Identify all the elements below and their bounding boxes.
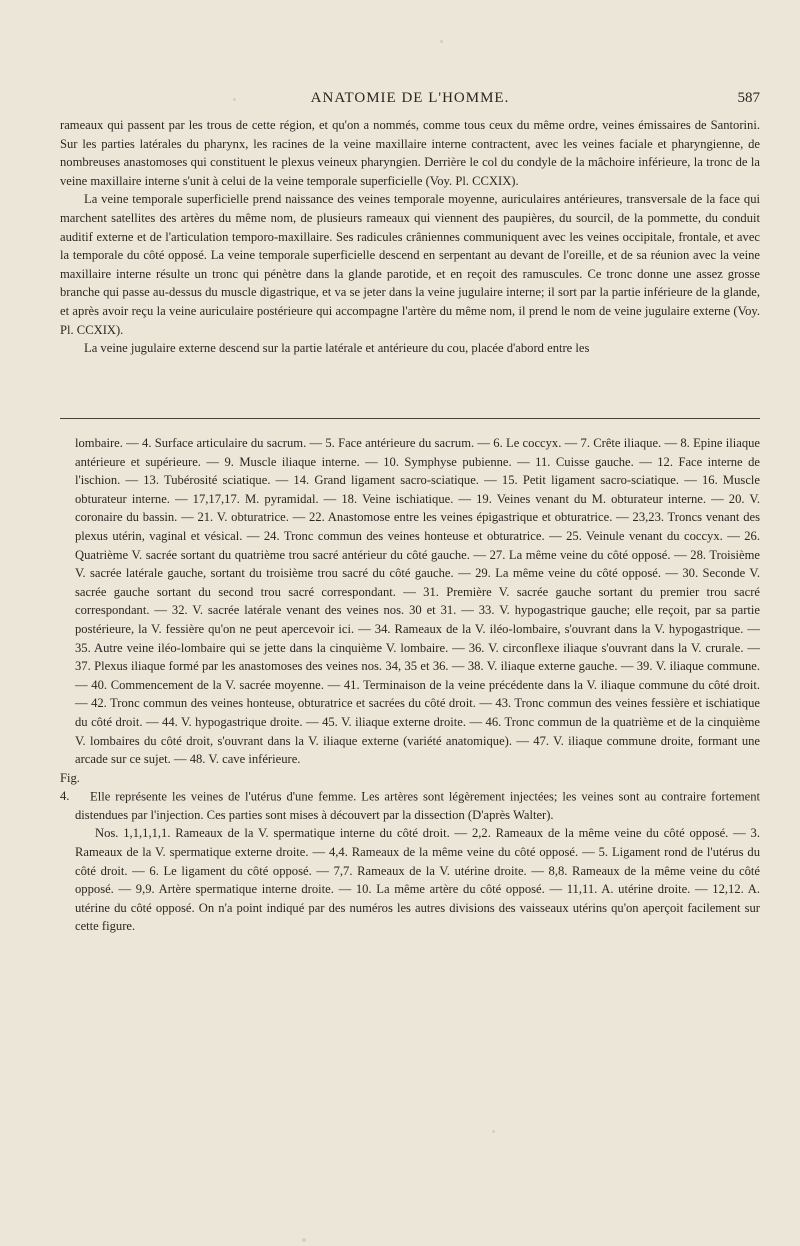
figure-legend — [60, 434, 760, 936]
figure-entry — [60, 769, 760, 825]
figure-description: Elle représente les veines de l'utérus d'une femme. Les artères sont légèrement injectées; les veines sont au contraire fortement distendues par l'injection. Ces parties sont mises à découvert par la dissection (D'après Walter). — [75, 789, 760, 822]
main-text — [60, 116, 760, 358]
paper-spot — [233, 98, 236, 101]
paper-spot — [492, 1130, 495, 1133]
figure-numbers: Nos. 1,1,1,1,1. Rameaux de la V. spermatique interne du côté droit. — 2,2. Rameaux de la même veine du côté opposé. — 3. Rameaux de la V. spermatique externe droite. — 4,4. Rameaux de la même veine du côté opposé. — 5. Ligament rond de l'utérus du côté droit. — 6. Le ligament du côté opposé. — 7,7. Rameaux de la V. utérine droite. — 8,8. Rameaux de la même veine du côté opposé. — 9,9. Artère spermatique interne droite. — 10. La même artère du côté opposé. — 11,11. A. utérine droite. — 12,12. A. utérine du côté opposé. On n'a point indiqué par des numéros les autres divisions des vaisseaux utérins qu'on aperçoit facilement sur cette figure. — [75, 826, 760, 934]
figure-label: Fig. 4. — [60, 770, 80, 804]
page-number: 587 — [737, 90, 760, 106]
page-header — [60, 88, 760, 112]
paragraph: rameaux qui passent par les trous de cette région, et qu'on a nommés, comme tous ceux du même ordre, veines émissaires de Santorini. Sur les parties latérales du pharynx, les racines de la veine maxillaire interne contractent, avec les veines faciale et pharyngienne, de nombreuses anastomoses qui constituent le plexus veineux pharyngien. Derrière le col du condyle de la mâchoire inférieure, la tronc de la veine maxillaire interne s'unit à celui de la veine temporale superficielle (Voy. Pl. CCXIX). — [60, 118, 760, 188]
paragraph: La veine jugulaire externe descend sur la partie latérale et antérieure du cou, placée d'abord entre les — [84, 341, 590, 356]
section-divider — [60, 418, 760, 419]
paper-spot — [440, 40, 443, 43]
legend-continuation: lombaire. — 4. Surface articulaire du sacrum. — 5. Face antérieure du sacrum. — 6. Le coccyx. — 7. Crête iliaque. — 8. Epine iliaque antérieure et supérieure. — 9. Muscle iliaque interne. — 10. Symphyse pubienne. — 11. Cuisse gauche. — 12. Face interne de l'ischion. — 13. Tubérosité sciatique. — 14. Grand ligament sacro-sciatique. — 15. Petit ligament sacro-sciatique. — 16. Muscle obturateur interne. — 17,17,17. M. pyramidal. — 18. Veine ischiatique. — 19. Veines venant du M. obturateur interne. — 20. V. coronaire du bassin. — 21. V. obturatrice. — 22. Anastomose entre les veines épigastrique et obturatrice. — 23,23. Troncs venant des plexus utérin, vaginal et vésical. — 24. Tronc commun des veines honteuse et obturatrice. — 25. Veinule venant du coccyx. — 26. Quatrième V. sacrée sortant du quatrième trou sacré antérieur du côté gauche. — 27. La même veine du côté opposé. — 28. Troisième V. sacrée latérale gauche, sortant du troisième trou sacré du côté gauche. — 29. La même veine du côté opposé. — 30. Seconde V. sacrée gauche sortant du second trou sacré correspondant. — 31. Première V. sacrée gauche sortant du premier trou sacré correspondant. — 32. V. sacrée latérale venant des veines nos. 30 et 31. — 33. V. hypogastrique gauche; elle reçoit, par sa partie postérieure, la V. fessière qu'on ne peut apercevoir ici. — 34. Rameaux de la V. iléo-lombaire, s'ouvrant dans la V. hypogastrique. — 35. Autre veine iléo-lombaire qui se jette dans la cinquième V. lombaire. — 36. V. circonflexe iliaque s'ouvrant dans la V. crurale. — 37. Plexus iliaque formé par les anastomoses des veines nos. 34, 35 et 36. — 38. V. iliaque externe gauche. — 39. V. iliaque commune. — 40. Commencement de la V. sacrée moyenne. — 41. Terminaison de la veine précédente dans la V. iliaque commune du côté droit. — 42. Tronc commun des veines honteuse, obturatrice et sacrées du côté droit. — 43. Tronc commun des veines fessière et ischiatique du côté droit. — 44. V. hypogastrique droite. — 45. V. iliaque externe droite. — 46. Tronc commun de la quatrième et de la cinquième V. lombaires du côté droit, s'ouvrant dans la V. iliaque externe (variété anatomique). — 47. V. iliaque commune droite, formant une arcade sur ce sujet. — 48. V. cave inférieure. — [75, 436, 760, 767]
paper-spot — [302, 1238, 306, 1242]
running-title: ANATOMIE DE L'HOMME. — [310, 90, 510, 106]
paragraph: La veine temporale superficielle prend naissance des veines temporale moyenne, auriculaires antérieures, transversale de la face qui marchent satellites des artères du même nom, de plusieurs rameaux qui viennent des paupières, du sourcil, de la pommette, du conduit auditif externe et de l'articulation temporo-maxillaire. Ses radicules crâniennes communiquent avec les veines occipitale, frontale, et avec la temporale du côté opposé. La veine temporale superficielle descend en serpentant au devant de l'oreille, et de sa réunion avec la veine maxillaire interne résulte un tronc qui pénètre dans la glande parotide, et en reçoit des ramuscules. Ce tronc donne une assez grosse branche qui passe au-dessus du muscle digastrique, et va se jeter dans la veine jugulaire interne; il sort par la partie inférieure de la glande, et après avoir reçu la veine auriculaire postérieure qui accompagne l'artère du même nom, il prend le nom de veine jugulaire externe (Voy. Pl. CCXIX). — [60, 192, 760, 337]
